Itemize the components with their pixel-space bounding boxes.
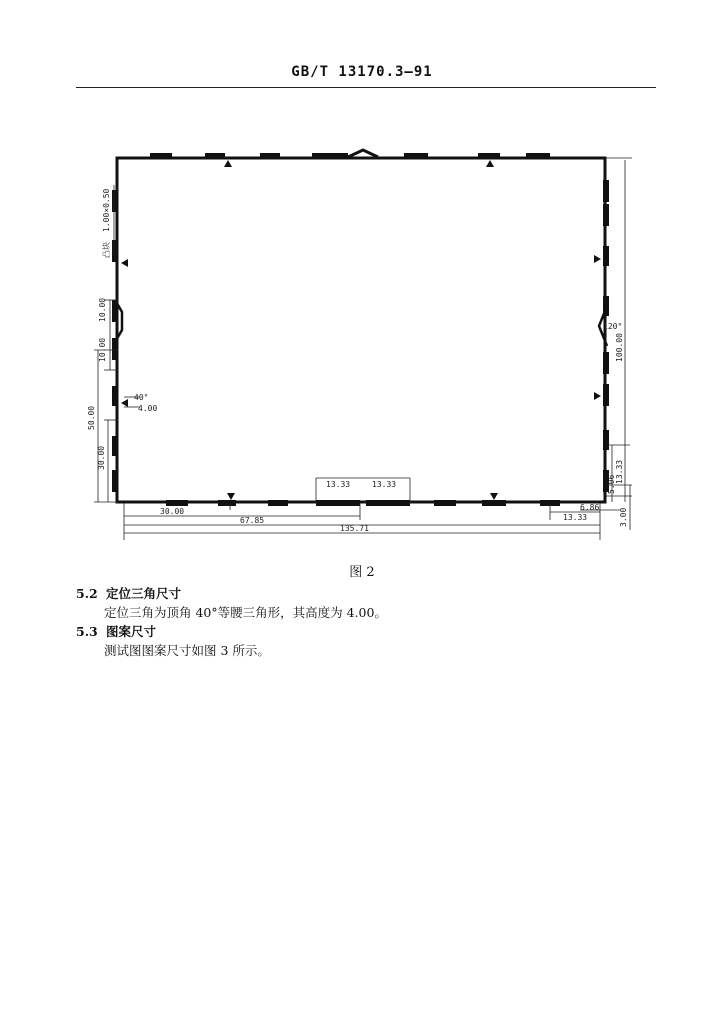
dim-bottom-13-33: 13.33 bbox=[563, 513, 588, 522]
section-number: 5.3 bbox=[76, 624, 98, 639]
edge-dash bbox=[205, 153, 225, 159]
dim-angle-120: 120° bbox=[603, 322, 623, 331]
dim-right-small-1: 13.33 bbox=[615, 459, 624, 484]
edge-dash bbox=[260, 153, 280, 159]
dim-left-notch-upper: 10.00 bbox=[98, 297, 107, 322]
edge-dash bbox=[526, 153, 550, 159]
standard-number-header: GB/T 13170.3—91 bbox=[291, 64, 433, 80]
section-number: 5.2 bbox=[76, 586, 98, 601]
section-heading-5-2 bbox=[76, 584, 181, 602]
top-notch bbox=[348, 150, 378, 157]
edge-dash bbox=[603, 180, 609, 202]
triangle-bottom-left bbox=[227, 493, 235, 500]
dim-bottom-67: 67.85 bbox=[240, 516, 265, 525]
triangle-right-upper bbox=[594, 255, 601, 263]
section-heading-5-3 bbox=[76, 622, 156, 640]
edge-dash bbox=[112, 190, 118, 212]
dim-top-corner-prefix: 凸块 bbox=[102, 242, 111, 258]
edge-dash bbox=[112, 386, 118, 406]
edge-dash bbox=[316, 500, 360, 506]
edge-dash bbox=[150, 153, 172, 159]
edge-dash bbox=[603, 204, 609, 226]
chart-frame bbox=[117, 158, 605, 502]
locator-triangles bbox=[121, 160, 601, 500]
dim-left-height-1: 50.00 bbox=[87, 405, 96, 430]
figure-caption: 图 2 bbox=[349, 565, 375, 580]
dim-bottom-30: 30.00 bbox=[160, 507, 185, 516]
edge-dash bbox=[603, 384, 609, 406]
edge-dash bbox=[112, 240, 118, 262]
dim-right-small-2: 5.06 bbox=[607, 474, 616, 494]
edge-dash bbox=[603, 352, 609, 374]
section-body-5-3: 测试图图案尺寸如图 3 所示。 bbox=[104, 643, 270, 658]
edge-dash bbox=[404, 153, 428, 159]
edge-dash bbox=[482, 500, 506, 506]
triangle-right-lower bbox=[594, 392, 601, 400]
edge-dash bbox=[112, 436, 118, 456]
section-body-5-2: 定位三角为顶角 40°等腰三角形，其高度为 4.00。 bbox=[104, 605, 387, 620]
dim-left-notch-lower: 10.00 bbox=[98, 337, 107, 362]
dim-bottom-notch-right: 13.33 bbox=[372, 480, 397, 489]
dim-tri-height: 4.00 bbox=[138, 404, 158, 413]
section-title: 图案尺寸 bbox=[106, 624, 157, 639]
triangle-left-lower bbox=[121, 399, 128, 407]
edge-dash bbox=[312, 153, 348, 159]
edge-dash bbox=[603, 246, 609, 266]
dim-right-small-3: 3.00 bbox=[619, 507, 628, 527]
edge-dash-marks bbox=[112, 153, 609, 506]
triangle-bottom-right bbox=[490, 493, 498, 500]
dim-bottom-total: 135.71 bbox=[340, 524, 369, 533]
triangle-left-upper bbox=[121, 259, 128, 267]
dim-bottom-6-86: 6.86 bbox=[580, 503, 600, 512]
dim-right-height-total: 100.00 bbox=[615, 333, 624, 362]
edge-dash bbox=[166, 500, 188, 506]
edge-dash bbox=[268, 500, 288, 506]
edge-dash bbox=[366, 500, 410, 506]
triangle-top-left bbox=[224, 160, 232, 167]
dim-bottom-notch-left: 13.33 bbox=[326, 480, 351, 489]
triangle-top-right bbox=[486, 160, 494, 167]
dim-angle-40: 40° bbox=[134, 393, 149, 402]
edge-dash bbox=[112, 470, 118, 492]
section-title: 定位三角尺寸 bbox=[106, 586, 182, 601]
dim-left-height-2: 30.00 bbox=[97, 445, 106, 470]
dimension-lines bbox=[94, 158, 632, 540]
edge-dash bbox=[218, 500, 236, 506]
edge-dash bbox=[603, 430, 609, 450]
edge-dash bbox=[478, 153, 500, 159]
edge-dash bbox=[434, 500, 456, 506]
dim-top-corner: 1.00×0.50 bbox=[102, 188, 111, 232]
